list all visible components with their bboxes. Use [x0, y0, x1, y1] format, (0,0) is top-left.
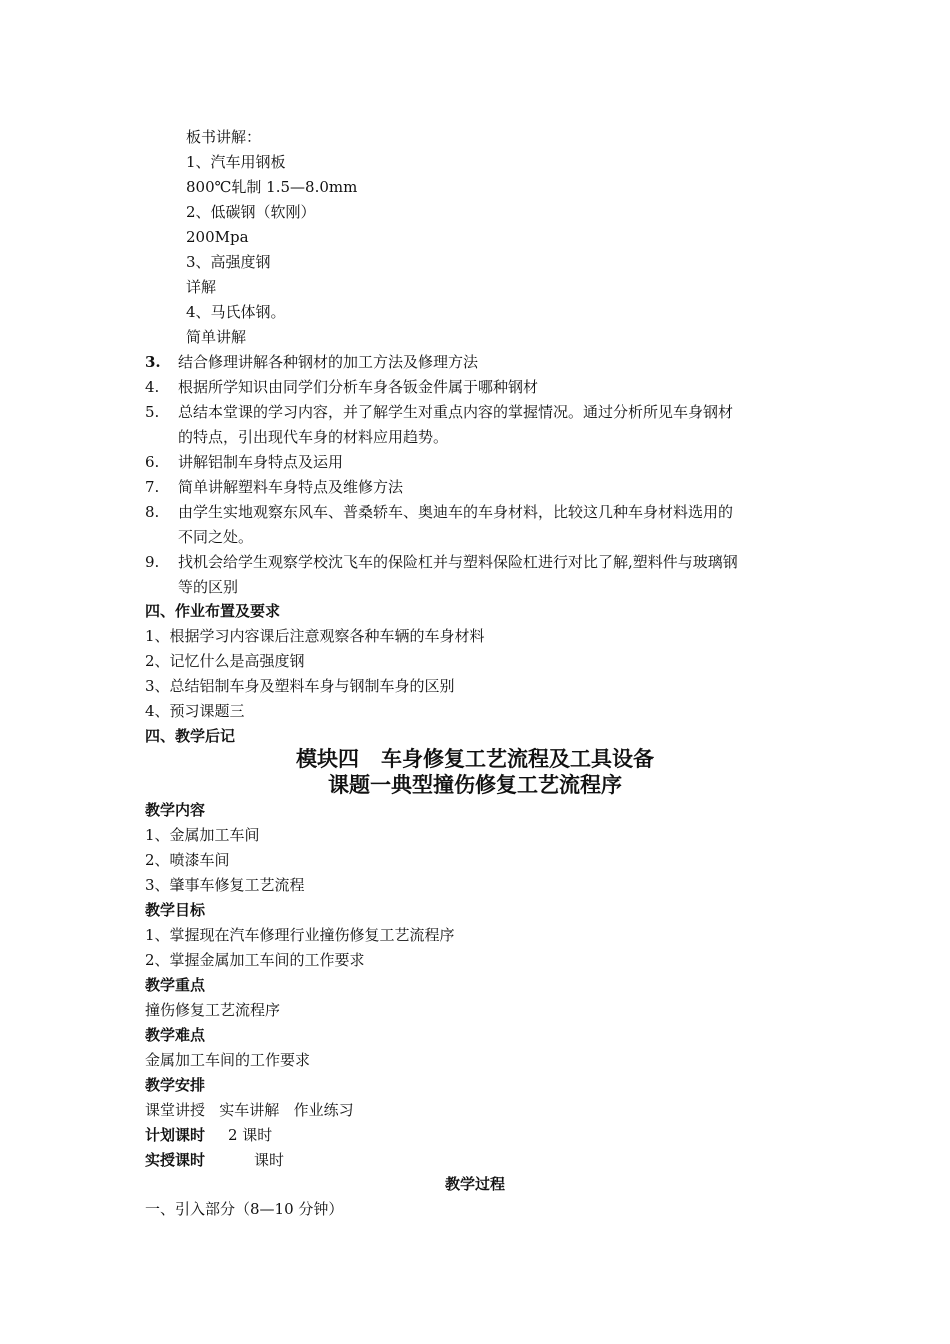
step-text: 结合修理讲解各种钢材的加工方法及修理方法	[178, 353, 479, 371]
actual-hours-value: 课时	[254, 1151, 285, 1169]
postscript-heading: 四、教学后记	[145, 727, 236, 745]
step-text: 不同之处。	[178, 528, 254, 546]
actual-hours-label: 实授课时	[145, 1151, 206, 1169]
content-item: 2、喷漆车间	[145, 851, 230, 869]
step-number: 3.	[145, 353, 161, 371]
board-heading: 板书讲解：	[186, 128, 262, 146]
step-text: 总结本堂课的学习内容，并了解学生对重点内容的掌握情况。通过分析所见车身钢材	[178, 403, 734, 421]
step-number: 6.	[145, 453, 160, 471]
difficulty-heading: 教学难点	[145, 1026, 206, 1044]
intro-line: 一、引入部分（8—10 分钟）	[145, 1200, 344, 1218]
board-line: 800℃轧制 1.5—8.0mm	[186, 178, 358, 196]
step-number: 5.	[145, 403, 160, 421]
goal-item: 1、掌握现在汽车修理行业撞伤修复工艺流程序	[145, 926, 455, 944]
arrangement-heading: 教学安排	[145, 1076, 206, 1094]
homework-heading: 四、作业布置及要求	[145, 602, 281, 620]
step-text: 简单讲解塑料车身特点及维修方法	[178, 478, 404, 496]
step-number: 4.	[145, 378, 160, 396]
homework-item: 4、预习课题三	[145, 702, 245, 720]
step-text: 由学生实地观察东风车、普桑轿车、奥迪车的车身材料，比较这几种车身材料选用的	[178, 503, 734, 521]
step-number: 9.	[145, 553, 160, 571]
step-number: 7.	[145, 478, 160, 496]
module-title: 模块四 车身修复工艺流程及工具设备	[296, 746, 654, 771]
board-line: 200Mpa	[186, 228, 249, 246]
content-heading: 教学内容	[145, 801, 206, 819]
board-line: 详解	[186, 278, 217, 296]
homework-item: 1、根据学习内容课后注意观察各种车辆的车身材料	[145, 627, 485, 645]
step-number: 8.	[145, 503, 160, 521]
step-text: 等的区别	[178, 578, 239, 596]
goal-item: 2、掌握金属加工车间的工作要求	[145, 951, 365, 969]
homework-item: 2、记忆什么是高强度钢	[145, 652, 305, 670]
lesson-title: 课题一典型撞伤修复工艺流程序	[328, 772, 622, 797]
difficulty-text: 金属加工车间的工作要求	[145, 1051, 311, 1069]
board-line: 2、低碳钢（软刚）	[186, 203, 316, 221]
step-text: 的特点，引出现代车身的材料应用趋势。	[178, 428, 449, 446]
key-point-heading: 教学重点	[145, 976, 206, 994]
key-point-text: 撞伤修复工艺流程序	[145, 1001, 281, 1019]
planned-hours-value: 2 课时	[228, 1126, 273, 1144]
goals-heading: 教学目标	[145, 901, 206, 919]
homework-item: 3、总结铝制车身及塑料车身与钢制车身的区别	[145, 677, 455, 695]
process-heading: 教学过程	[444, 1175, 505, 1193]
arrangement-text: 课堂讲授 实车讲解 作业练习	[145, 1101, 354, 1119]
board-line: 3、高强度钢	[186, 253, 271, 271]
content-item: 3、肇事车修复工艺流程	[145, 876, 305, 894]
board-line: 4、马氏体钢。	[186, 303, 286, 321]
planned-hours-label: 计划课时	[145, 1126, 206, 1144]
board-line: 1、汽车用钢板	[186, 153, 286, 171]
step-text: 讲解铝制车身特点及运用	[178, 453, 344, 471]
step-text: 找机会给学生观察学校沈飞车的保险杠并与塑料保险杠进行对比了解,塑料件与玻璃钢	[178, 553, 738, 571]
step-text: 根据所学知识由同学们分析车身各钣金件属于哪种钢材	[178, 378, 539, 396]
content-item: 1、金属加工车间	[145, 826, 260, 844]
board-line: 简单讲解	[186, 328, 247, 346]
